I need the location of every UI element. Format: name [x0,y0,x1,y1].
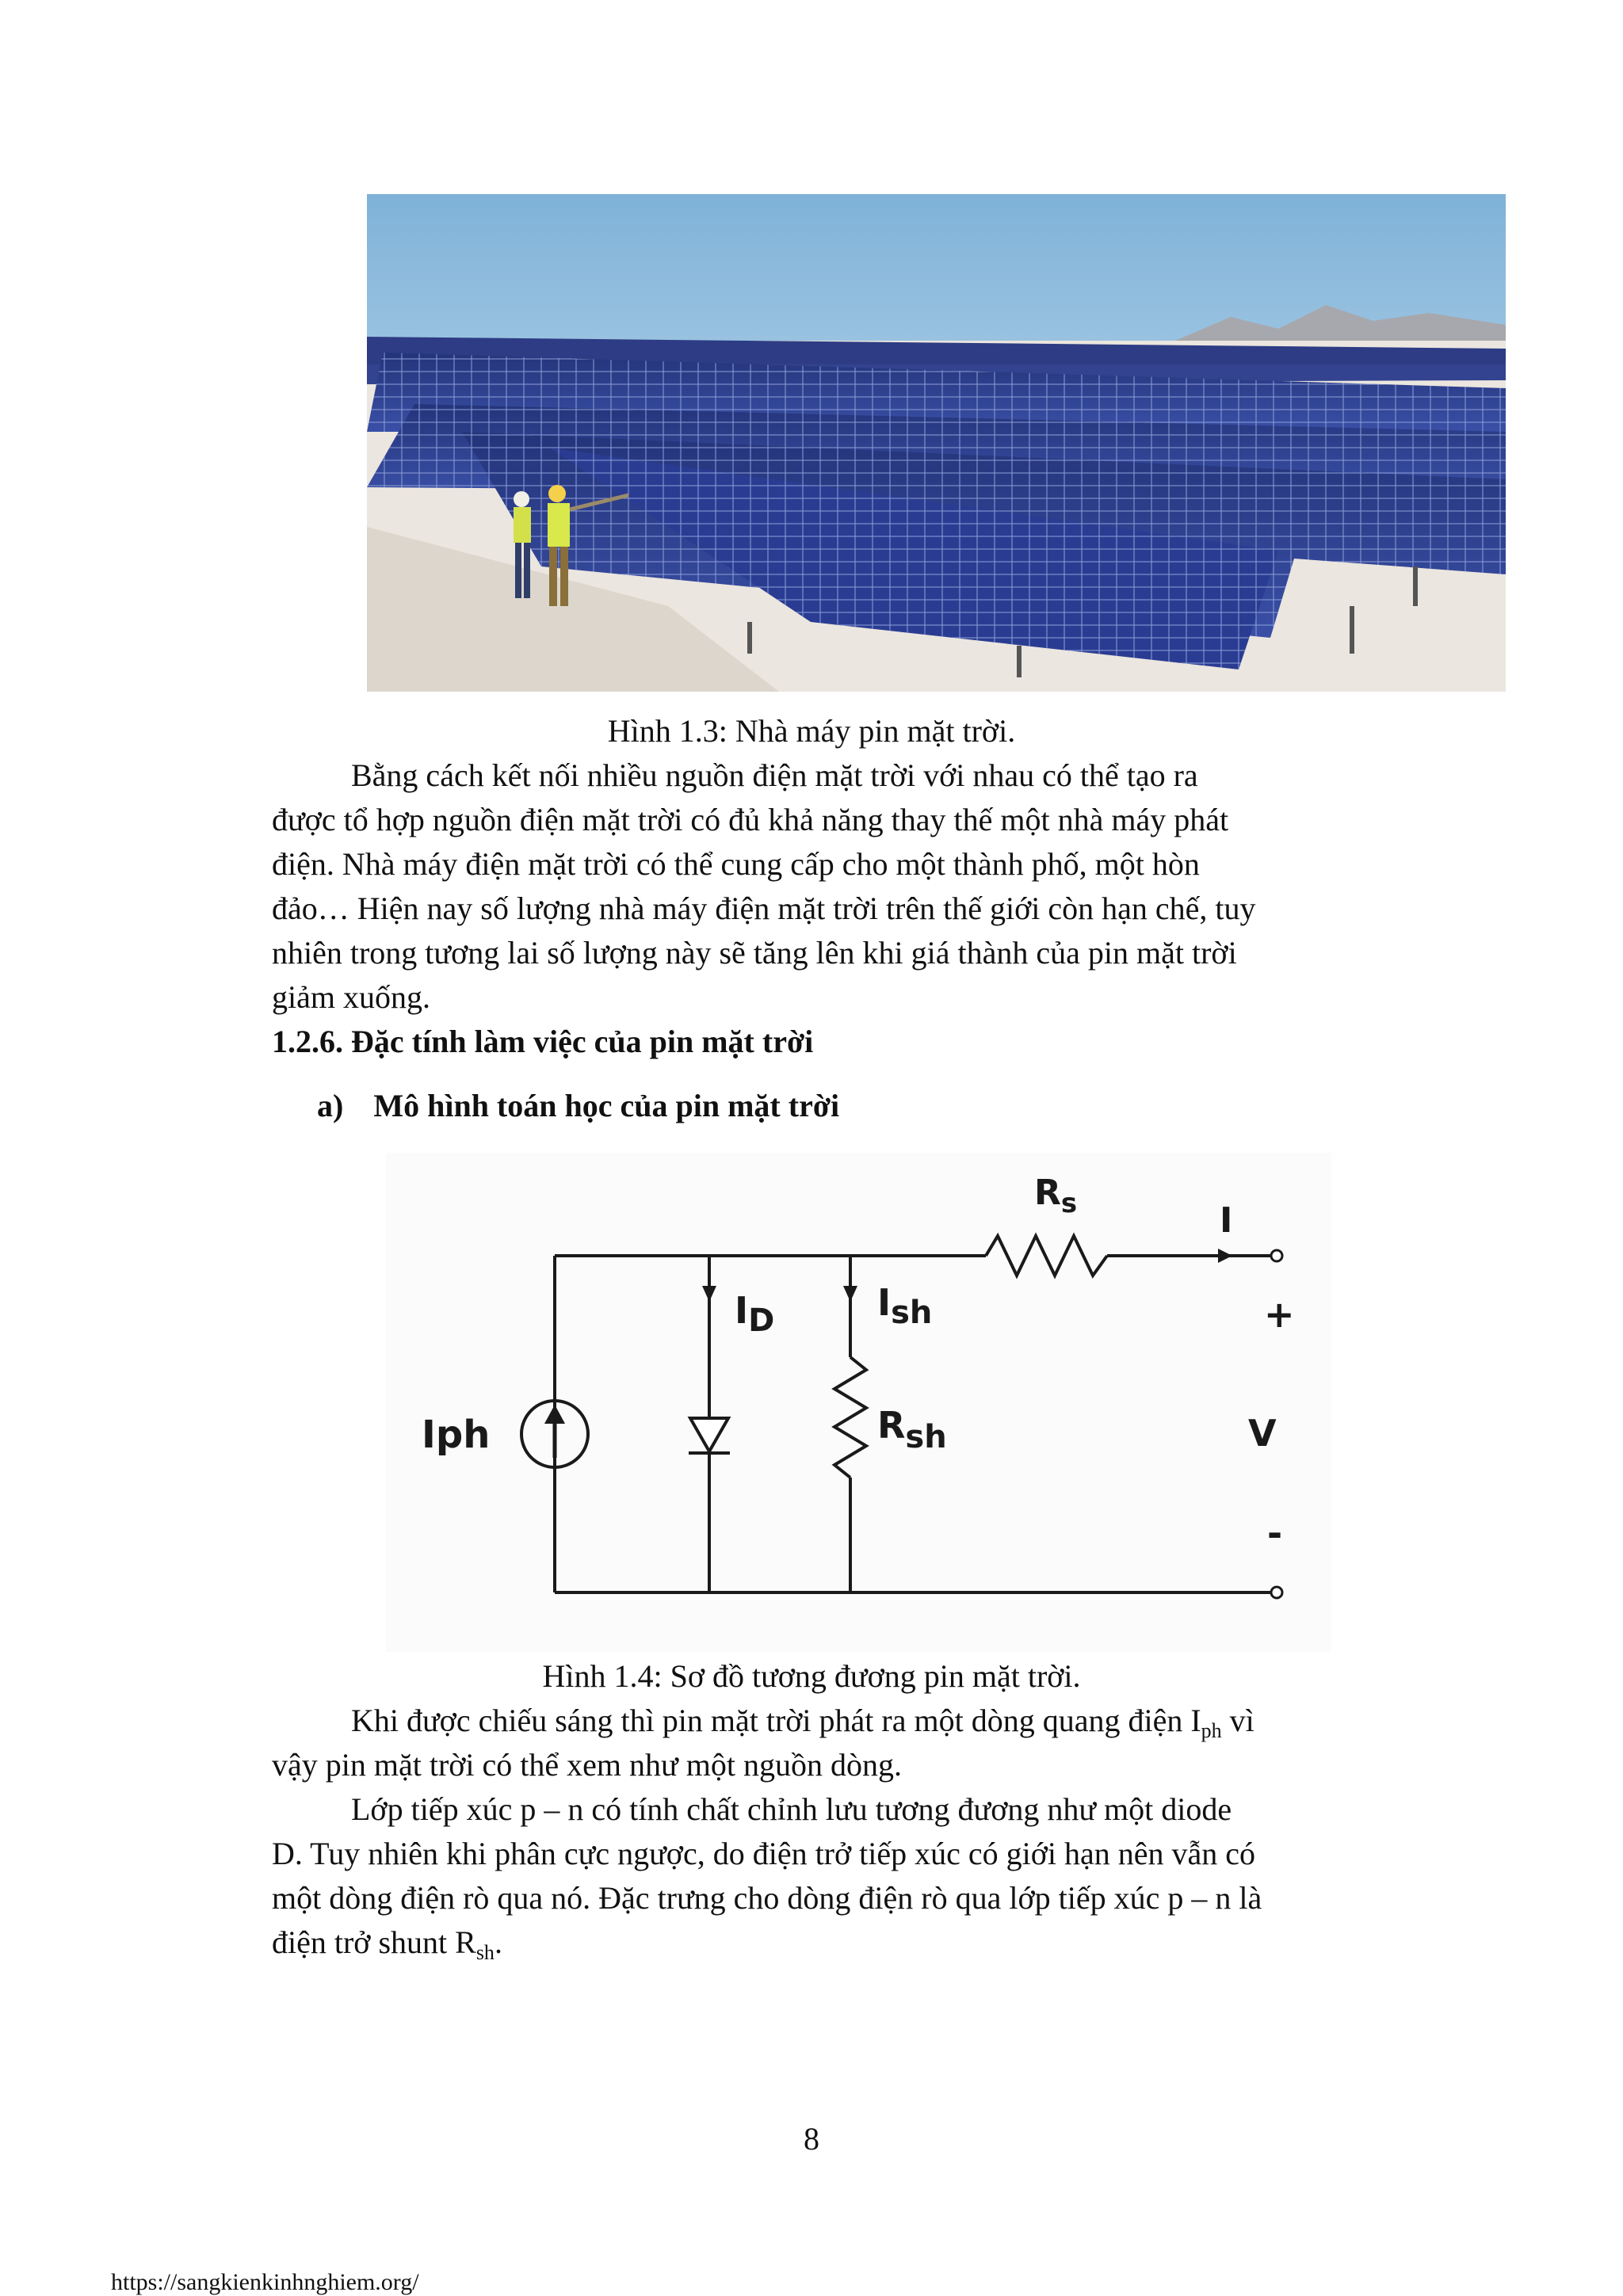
paragraph-line: điện trở shunt $R_{sh}$. [272,1924,502,1964]
solar-farm-photo [367,194,1506,692]
output-current-label: I [1220,1200,1233,1241]
rs-label: $R_s$ [1034,1173,1078,1219]
diode-current-label: ID [735,1289,775,1339]
paragraph-line: vậy pin mặt trời có thể xem như một nguồn dòng. [272,1747,902,1783]
paragraph-line: Khi được chiếu sáng thì pin mặt trời phát ra một dòng quang điện $I_{ph}$ vì [351,1703,1254,1742]
solar-farm-illustration [367,194,1506,692]
paragraph [272,753,1467,1020]
paragraph-line: đảo… Hiện nay số lượng nhà máy điện mặt trời trên thế giới còn hạn chế, tuy [272,891,1256,926]
shunt-resistor-label: Rsh [877,1404,947,1455]
circuit-svg [386,1153,1331,1652]
paragraph-line: D. Tuy nhiên khi phân cực ngược, do điện trở tiếp xúc có giới hạn nên vẫn có [272,1836,1256,1871]
section-heading: 1.2.6. Đặc tính làm việc của pin mặt trời [272,1024,814,1059]
footer-url[interactable]: https://sangkienkinhnghiem.org/ [111,2269,419,2295]
subsection-marker: a) [317,1088,344,1123]
paragraph [272,1699,1467,1787]
plus-terminal-label: + [1264,1293,1295,1336]
shunt-current-label: Ish [877,1281,933,1331]
voltage-label: V [1248,1412,1277,1455]
paragraph-line: Bằng cách kết nối nhiều nguồn điện mặt trời với nhau có thể tạo ra [351,757,1198,793]
figure-caption: Hình 1.3: Nhà máy pin mặt trời. [607,713,1016,749]
page-number: 8 [804,2121,819,2157]
paragraph-line: một dòng điện rò qua nó. Đặc trưng cho dòng điện rò qua lớp tiếp xúc p – n là [272,1880,1262,1916]
paragraph-line: nhiên trong tương lai số lượng này sẽ tăng lên khi giá thành của pin mặt trời [272,935,1237,971]
figure-caption: Hình 1.4: Sơ đồ tương đương pin mặt trời. [542,1658,1081,1694]
paragraph-line: Lớp tiếp xúc p – n có tính chất chỉnh lưu tương đương như một diode [351,1791,1232,1827]
minus-terminal-label: - [1267,1512,1283,1554]
paragraph-line: giảm xuống. [272,979,430,1015]
paragraph-line: điện. Nhà máy điện mặt trời có thể cung cấp cho một thành phố, một hòn [272,846,1200,882]
subsection-title: Mô hình toán học của pin mặt trời [373,1088,840,1123]
subsection-heading [317,1084,839,1128]
equivalent-circuit-diagram [386,1153,1331,1652]
paragraph [272,1787,1467,1965]
photocurrent-label: Iph [422,1413,491,1457]
paragraph-line: được tổ hợp nguồn điện mặt trời có đủ khả năng thay thế một nhà máy phát [272,802,1229,837]
